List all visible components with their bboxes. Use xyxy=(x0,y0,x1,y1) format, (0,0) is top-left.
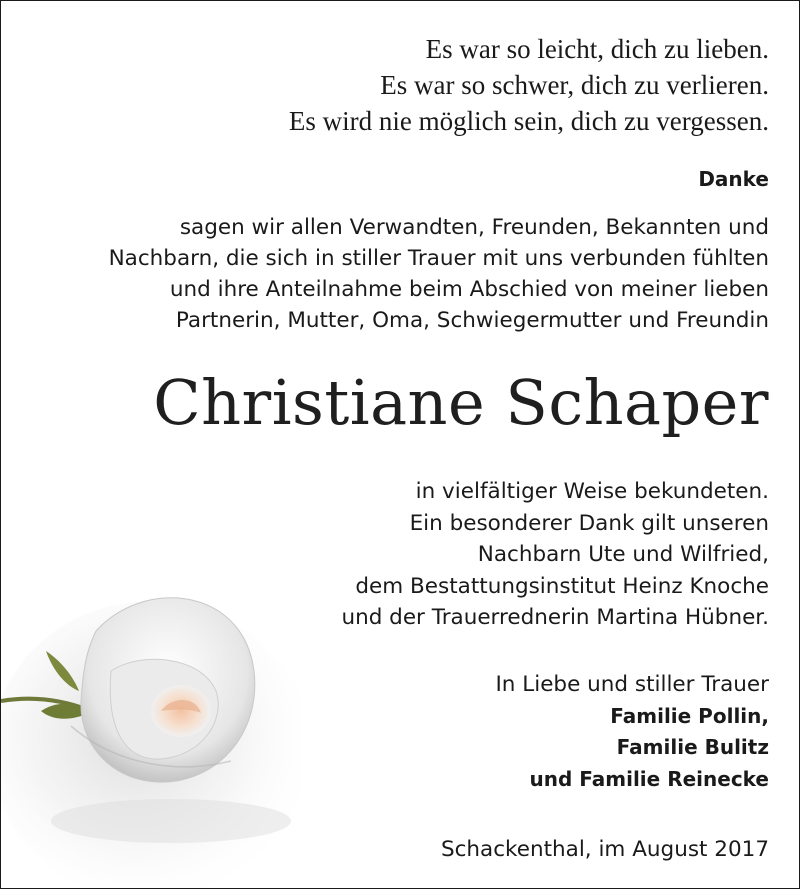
thanks-line: sagen wir allen Verwandten, Freunden, Bekannten und xyxy=(179,215,769,240)
thanks-text xyxy=(109,212,769,336)
white-rose-image xyxy=(1,561,301,888)
details-line: Nachbarn Ute und Wilfried, xyxy=(477,542,769,567)
family-name: Familie Bulitz xyxy=(616,735,769,759)
poem-line: Es wird nie möglich sein, dich zu vergessen. xyxy=(288,106,769,136)
deceased-name: Christiane Schaper xyxy=(153,366,769,439)
details-text xyxy=(341,476,769,634)
details-line: in vielfältiger Weise bekundeten. xyxy=(415,479,769,504)
signoff xyxy=(495,669,769,795)
thanks-line: Partnerin, Mutter, Oma, Schwiegermutter und Freundin xyxy=(175,308,769,333)
details-line: und der Trauerrednerin Martina Hübner. xyxy=(341,605,769,630)
poem xyxy=(289,31,769,139)
thanks-line: und ihre Anteilnahme beim Abschied von meiner lieben xyxy=(169,277,769,302)
signoff-intro: In Liebe und stiller Trauer xyxy=(495,672,769,697)
details-line: Ein besonderer Dank gilt unseren xyxy=(409,510,769,536)
poem-line: Es war so schwer, dich zu verlieren. xyxy=(380,70,769,100)
family-name: und Familie Reinecke xyxy=(529,766,769,791)
thanks-line: Nachbarn, die sich in stiller Trauer mit uns verbunden fühlten xyxy=(108,246,769,271)
details-line: dem Bestattungsinstitut Heinz Knoche xyxy=(355,573,769,599)
thanks-title: Danke xyxy=(698,167,769,191)
poem-line: Es war so leicht, dich zu lieben. xyxy=(425,34,769,64)
place-date: Schackenthal, im August 2017 xyxy=(440,837,769,862)
family-name: Familie Pollin, xyxy=(610,703,769,728)
